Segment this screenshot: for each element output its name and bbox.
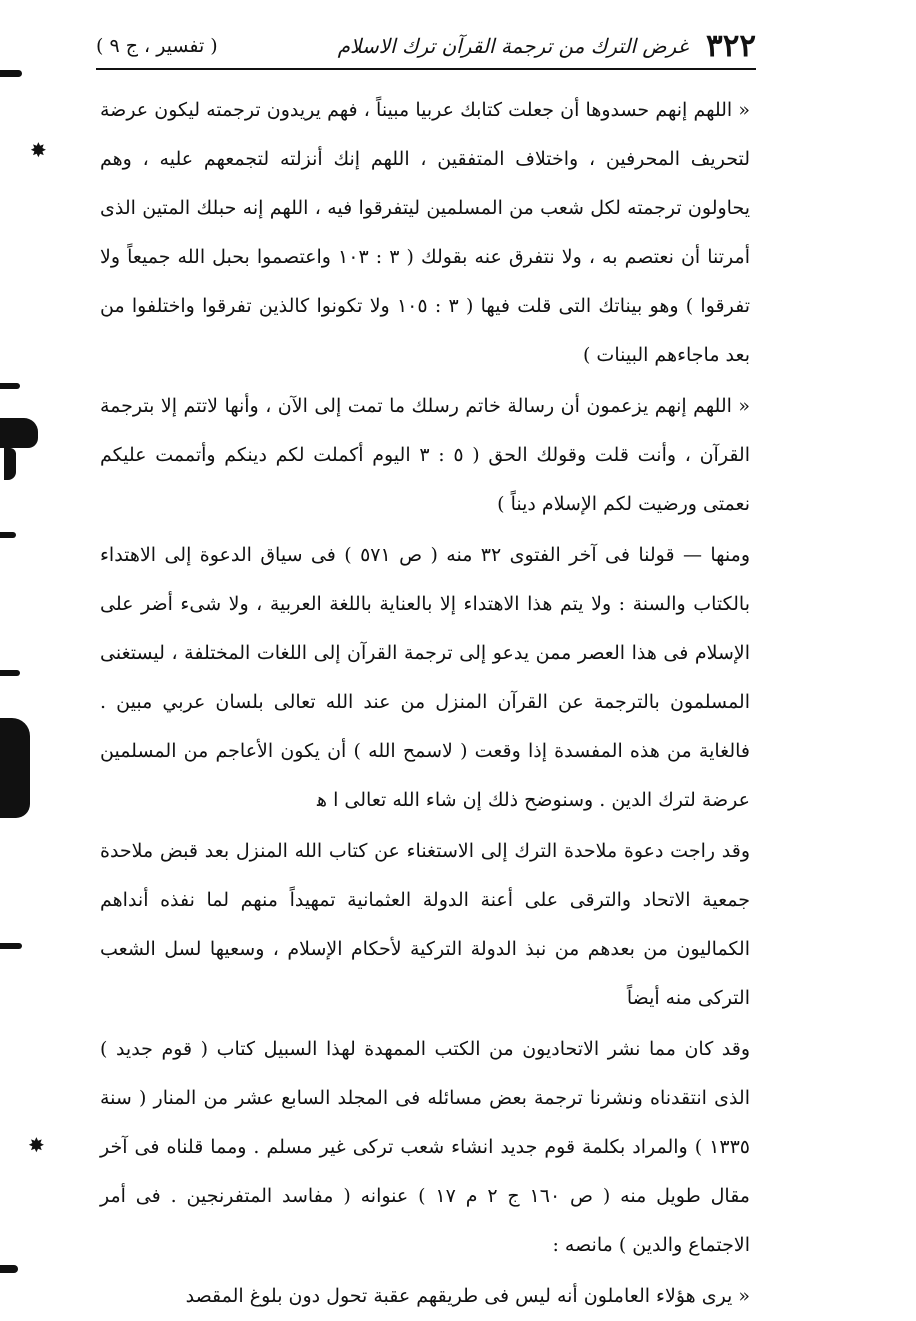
scan-mark xyxy=(0,532,16,538)
paragraph-1: « اللهم إنهم حسدوها أن جعلت كتابك عربيا مبيناً ، فهم يريدون ترجمته ليكون عرضة لتحريف المحرفين ، واختلاف المتفقين ، اللهم إنك أنزلته لتجمعهم عليه ، وهم يحاولون ترجمته لكل شعب من المسلمين ليتفرقوا فيه ، اللهم إنه حبلك المتين الذى أمرتنا أن نعتصم به ، ولا نتفرق عنه بقولك ( ٣ : ١٠٣ واعتصموا بحبل الله جميعاً ولا تفرقوا ) وهو بيناتك التى قلت فيها ( ٣ : ١٠٥ ولا تكونوا كالذين تفرقوا واختلفوا من بعد ماجاءهم البينات ) xyxy=(100,99,750,366)
paragraph-4: وقد راجت دعوة ملاحدة الترك إلى الاستغناء عن كتاب الله المنزل بعد قبض ملاحدة جمعية الاتحاد والترقى على أعنة الدولة العثمانية تمهيداً منهم لما نفذه أنداهم الكماليون من بعدهم من نبذ الدولة التركية لأحكام الإسلام ، وسعيها لسل الشعب التركى منه أيضاً xyxy=(100,840,750,1009)
scan-mark xyxy=(4,448,16,480)
page-header xyxy=(96,26,756,66)
scan-mark xyxy=(0,670,20,676)
scan-mark xyxy=(0,718,30,818)
paragraph-5: وقد كان مما نشر الاتحاديون من الكتب الممهدة لهذا السبيل كتاب ( قوم جديد ) الذى انتقدناه ونشرنا ترجمة بعض مسائله فى المجلد السابع عشر من المنار ( سنة ١٣٣٥ ) والمراد بكلمة قوم جديد انشاء شعب تركى غير مسلم . ومما قلناه فى آخر مقال طويل منه ( ص ١٦٠ ج ٢ م ١٧ ) عنوانه ( مفاسد المتفرنجين . فى أمر الاجتماع والدين ) مانصه : xyxy=(100,1038,750,1256)
page-number: ٣٢٢ xyxy=(706,28,756,64)
paragraph-6: « يرى هؤلاء العاملون أنه ليس فى طريقهم عقبة تحول دون بلوغ المقصد xyxy=(185,1285,750,1307)
scan-mark xyxy=(0,943,22,949)
scan-mark xyxy=(0,418,38,448)
section-label: ( تفسير ، ج ٩ ) xyxy=(96,35,218,57)
body-text xyxy=(100,86,750,1321)
paragraph-2: « اللهم إنهم يزعمون أن رسالة خاتم رسلك ما تمت إلى الآن ، وأنها لاتتم إلا بترجمة القرآن ، وأنت قلت وقولك الحق ( ٥ : ٣ اليوم أكملت لكم دينكم وأتممت عليكم نعمتى ورضيت لكم الإسلام ديناً ) xyxy=(100,395,750,515)
scan-mark xyxy=(0,1265,18,1273)
scan-mark xyxy=(0,70,22,77)
running-title: غرض الترك من ترجمة القرآن ترك الاسلام xyxy=(337,34,689,58)
paragraph-3: ومنها — قولنا فى آخر الفتوى ٣٢ منه ( ص ٥٧١ ) فى سياق الدعوة إلى الاهتداء بالكتاب والسنة : ولا يتم هذا الاهتداء إلا بالعناية باللغة العربية ، ولا شىء أضر على الإسلام فى هذا العصر ممن يدعو إلى ترجمة القرآن إلى اللغات المختلفة ، ليستغنى المسلمون بالترجمة عن القرآن المنزل من عند الله تعالى بلسان عربي مبين . فالغاية من هذه المفسدة إذا وقعت ( لاسمح الله ) أن يكون الأعاجم من المسلمين عرضة لترك الدين . وسنوضح ذلك إن شاء الله تعالى ا ﻫ xyxy=(100,544,751,811)
scan-mark xyxy=(0,383,20,389)
header-rule xyxy=(96,68,756,70)
ornament-star-icon: ✸ xyxy=(30,138,47,162)
ornament-star-icon: ✸ xyxy=(28,1133,45,1157)
